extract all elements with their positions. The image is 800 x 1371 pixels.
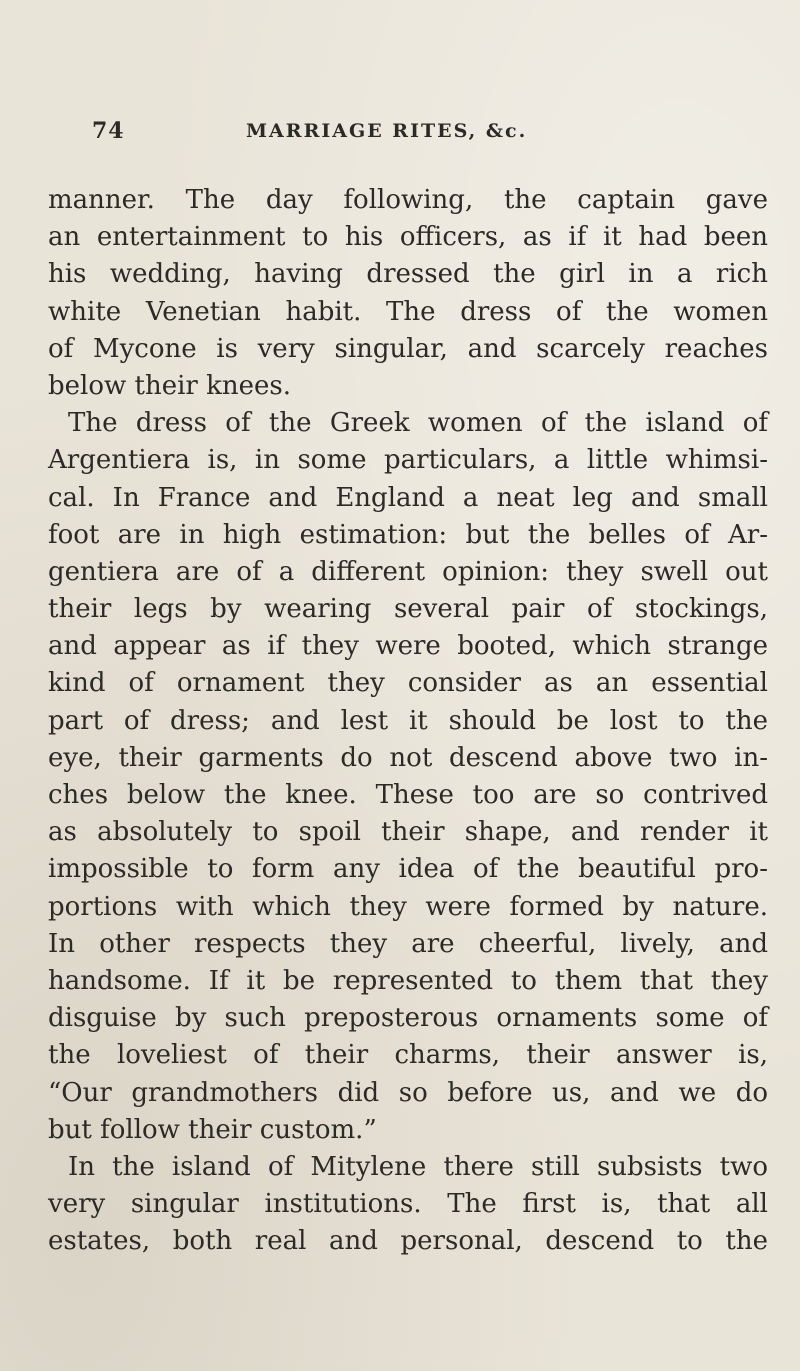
text-line: very singular institutions. The first is, that all bbox=[48, 1189, 768, 1220]
text-line: his wedding, having dressed the girl in a rich bbox=[48, 259, 768, 290]
paragraph bbox=[48, 182, 768, 405]
text-line: white Venetian habit. The dress of the women bbox=[48, 296, 768, 327]
paragraph bbox=[48, 405, 768, 1149]
text-line: eye, their garments do not descend above two in- bbox=[48, 742, 768, 773]
text-line: ches below the knee. These too are so contrived bbox=[48, 780, 768, 810]
body-text bbox=[48, 182, 768, 1260]
text-line: part of dress; and lest it should be lost to the bbox=[48, 705, 768, 736]
page-header bbox=[0, 118, 800, 158]
text-line: kind of ornament they consider as an essential bbox=[48, 668, 768, 699]
text-line: and appear as if they were booted, which strange bbox=[48, 631, 768, 662]
text-line: In other respects they are cheerful, lively, and bbox=[48, 928, 768, 959]
text-line: but follow their custom.” bbox=[48, 1114, 377, 1145]
text-line: portions with which they were formed by nature. bbox=[48, 891, 768, 922]
text-line: an entertainment to his officers, as if it had been bbox=[48, 222, 768, 253]
text-line: their legs by wearing several pair of stockings, bbox=[48, 594, 768, 625]
text-line: below their knees. bbox=[48, 370, 291, 401]
text-line: handsome. If it be represented to them that they bbox=[48, 965, 768, 996]
text-line: gentiera are of a different opinion: they swell out bbox=[48, 556, 768, 587]
text-line: disguise by such preposterous ornaments some of bbox=[48, 1003, 768, 1034]
text-line: the loveliest of their charms, their answer is, bbox=[48, 1040, 768, 1071]
page-number: 74 bbox=[92, 118, 125, 144]
text-line: estates, both real and personal, descend to the bbox=[48, 1226, 768, 1257]
text-line: The dress of the Greek women of the island of bbox=[68, 408, 768, 439]
text-line: In the island of Mitylene there still subsists two bbox=[68, 1151, 768, 1182]
text-line: impossible to form any idea of the beautiful pro- bbox=[48, 854, 768, 885]
text-line: cal. In France and England a neat leg and small bbox=[48, 482, 768, 513]
text-line: foot are in high estimation: but the belles of Ar- bbox=[48, 519, 768, 550]
text-line: as absolutely to spoil their shape, and render it bbox=[48, 817, 768, 848]
text-line: “Our grandmothers did so before us, and we do bbox=[48, 1077, 768, 1108]
paragraph bbox=[48, 1149, 768, 1261]
running-title: MARRIAGE RITES, &c. bbox=[246, 120, 528, 142]
text-line: of Mycone is very singular, and scarcely reaches bbox=[48, 333, 768, 364]
text-line: manner. The day following, the captain gave bbox=[48, 185, 768, 215]
text-line: Argentiera is, in some particulars, a little whimsi- bbox=[48, 445, 768, 476]
